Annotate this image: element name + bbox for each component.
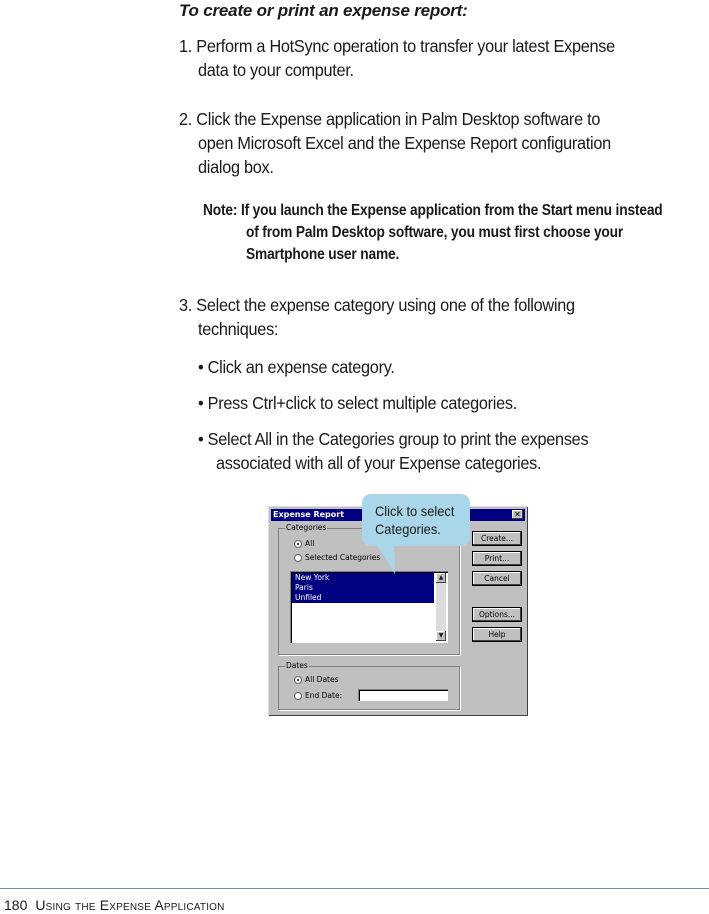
radio-end-date-label: End Date: bbox=[305, 691, 343, 700]
footer-divider bbox=[0, 888, 709, 889]
close-button[interactable]: ✕ bbox=[512, 510, 523, 519]
radio-empty-icon bbox=[294, 554, 302, 562]
categories-listbox[interactable] bbox=[290, 571, 448, 643]
callout-text bbox=[375, 502, 454, 538]
list-item[interactable]: New York bbox=[292, 573, 434, 583]
radio-selected-icon bbox=[294, 676, 302, 684]
radio-selected-categories[interactable] bbox=[294, 553, 380, 562]
print-button[interactable]: Print... bbox=[473, 552, 521, 565]
scroll-down-icon[interactable]: ▼ bbox=[436, 631, 446, 641]
bullet-1: • Click an expense category. bbox=[198, 357, 395, 377]
page-footer bbox=[4, 897, 225, 913]
radio-all-dates[interactable] bbox=[294, 675, 339, 684]
dialog-title: Expense Report bbox=[273, 510, 345, 519]
listbox-scrollbar[interactable] bbox=[436, 573, 446, 641]
step-3-line-1: 3. Select the expense category using one of the following bbox=[179, 295, 575, 315]
page-number: 180 bbox=[4, 897, 28, 913]
bullet-3-line-1: • Select All in the Categories group to print the expenses bbox=[198, 429, 589, 449]
radio-empty-icon bbox=[294, 692, 302, 700]
step-1-line-2: data to your computer. bbox=[198, 60, 354, 80]
radio-all-label: All bbox=[305, 539, 315, 548]
step-2-line-2: open Microsoft Excel and the Expense Report configuration bbox=[198, 133, 611, 153]
chapter-title: Using the Expense Application bbox=[35, 897, 225, 913]
cancel-button[interactable]: Cancel bbox=[473, 572, 521, 585]
callout-pointer bbox=[370, 540, 400, 576]
step-1-line-1: 1. Perform a HotSync operation to transfer your latest Expense bbox=[179, 36, 615, 56]
callout-pointer-shape bbox=[374, 540, 395, 574]
radio-selected-icon bbox=[294, 540, 302, 548]
bullet-2: • Press Ctrl+click to select multiple categories. bbox=[198, 393, 518, 413]
help-button[interactable]: Help bbox=[473, 628, 521, 641]
list-item[interactable]: Paris bbox=[292, 583, 434, 593]
step-3-line-2: techniques: bbox=[198, 319, 279, 339]
note-block bbox=[203, 200, 663, 266]
radio-all-dates-label: All Dates bbox=[305, 675, 339, 684]
note-line-3: Smartphone user name. bbox=[246, 246, 400, 263]
options-button[interactable]: Options... bbox=[473, 608, 521, 621]
bullet-3-line-2: associated with all of your Expense categories. bbox=[216, 453, 542, 473]
end-date-input[interactable] bbox=[358, 689, 448, 701]
dates-group bbox=[278, 661, 460, 710]
radio-end-date[interactable] bbox=[294, 691, 342, 700]
note-label: Note bbox=[203, 202, 233, 219]
callout-line-1: Click to select bbox=[375, 503, 455, 519]
section-heading: To create or print an expense report: bbox=[179, 1, 468, 20]
callout-line-2: Categories. bbox=[375, 521, 441, 537]
note-line-1: : If you launch the Expense application from the Start menu instead bbox=[232, 202, 663, 219]
list-item[interactable]: Unfiled bbox=[292, 593, 434, 603]
radio-all[interactable] bbox=[294, 539, 314, 548]
create-button[interactable]: Create... bbox=[473, 532, 521, 545]
step-2-line-1: 2. Click the Expense application in Palm Desktop software to bbox=[179, 109, 601, 129]
step-2-line-3: dialog box. bbox=[198, 157, 274, 177]
dates-label: Dates bbox=[286, 661, 308, 670]
note-line-2: of from Palm Desktop software, you must first choose your bbox=[246, 224, 624, 241]
categories-label: Categories bbox=[286, 523, 327, 532]
scroll-up-icon[interactable]: ▲ bbox=[436, 573, 446, 583]
radio-selected-categories-label: Selected Categories bbox=[305, 553, 381, 562]
